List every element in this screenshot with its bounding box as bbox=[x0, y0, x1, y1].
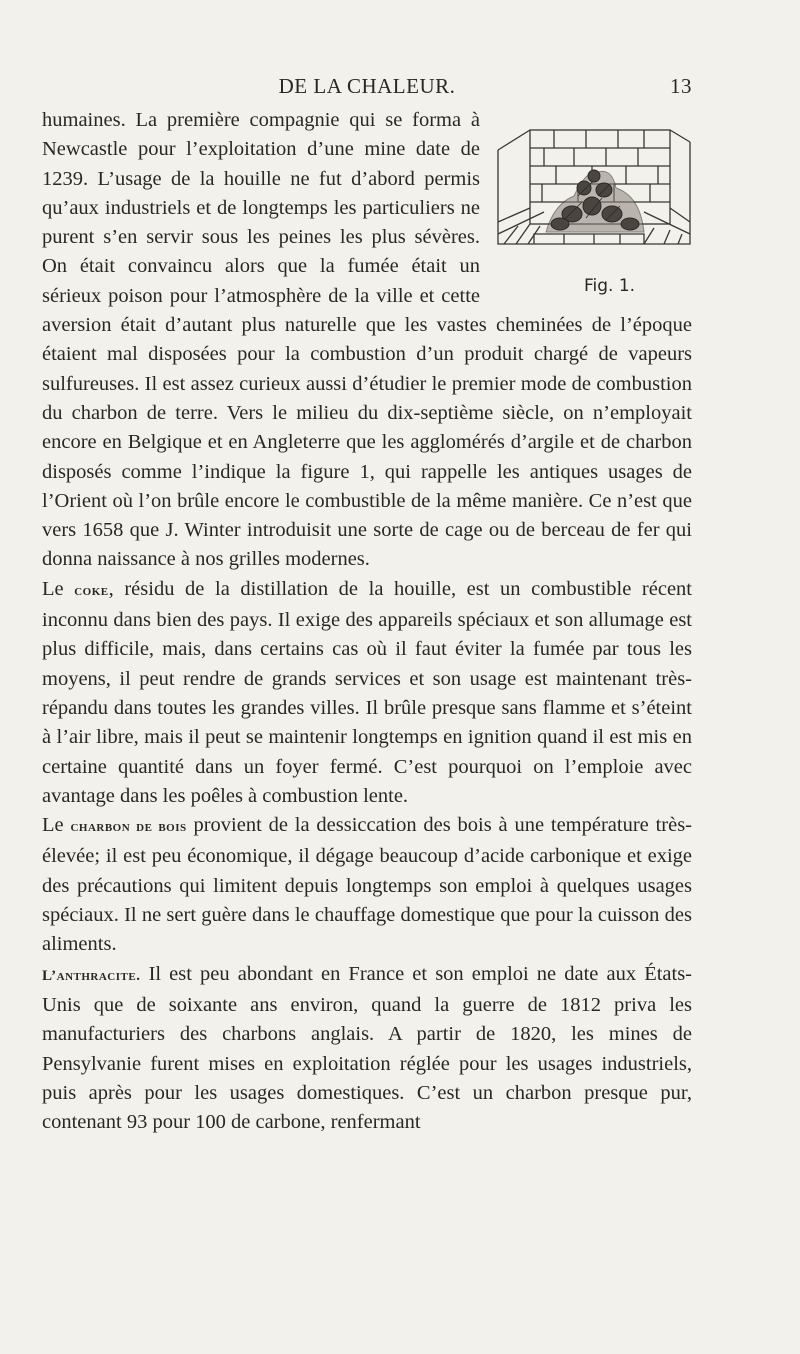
charbon-lead: Le bbox=[42, 814, 64, 837]
paragraph-4-text: Il est peu abondant en France et son emploi ne date aux États-Unis que de soixante ans environ, quand la guerre de 1812 priva les manufacturiers des charbons anglais. A partir de 1820, les mines de Pensylvanie furent mises en exploitation réglée pour les usages industriels, puis après pour les usages domestiques. C’est un charbon presque pur, contenant 93 pour 100 de carbone, renfermant bbox=[42, 962, 693, 1134]
page-number: 13 bbox=[670, 74, 692, 98]
coke-lead: Le bbox=[42, 577, 64, 600]
figure-caption: Fig. 1. bbox=[584, 276, 636, 296]
term-coke: coke bbox=[74, 582, 109, 599]
term-charbon-de-bois: charbon de bois bbox=[70, 819, 187, 836]
term-anthracite: L’anthracite. bbox=[42, 967, 141, 984]
running-header bbox=[42, 74, 692, 104]
body-text bbox=[42, 106, 692, 1137]
paragraph-newcastle bbox=[42, 106, 692, 575]
paragraph-1-text: humaines. La première compagnie qui se forma à Newcastle pour l’exploitation d’une mine date de 1239. L’usage de la houille ne fut d’abord permis qu’aux industriels et de longtemps les particuliers ne purent s’en servir sous les peines les plus sévères. On était convaincu alors que la fumée était un sérieux poison pour l’atmosphère de la ville et cette aversion était d’autant plus naturelle que les vastes cheminées de l’époque étaient mal disposées pour la combustion d’un produit chargé de vapeurs sulfureuses. Il est assez curieux aussi d’étudier le premier mode de combustion du charbon de terre. Vers le milieu du dix-septième siècle, on n’employait encore en Belgique et en Angleterre que les agglomérés d’argile et de charbon disposés comme l’indique la figure 1, qui rappelle les antiques usages de l’Orient où l’on brûle encore le combustible de la même manière. Ce n’est que vers 1658 que J. Winter introduisit une sorte de cage ou de berceau de fer qui donna naissance à nos grilles modernes. bbox=[42, 109, 692, 571]
paragraph-3-text: provient de la dessiccation des bois à une température très-élevée; il est peu économique, il dégage beaucoup d’acide carbonique et exige des précautions qui limitent depuis longtemps son emploi à quelques usages spéciaux. Il ne sert guère dans le chauffage domestique que pour la cuisson des aliments. bbox=[42, 814, 693, 956]
running-title: DE LA CHALEUR. bbox=[278, 74, 456, 98]
figure-1 bbox=[494, 110, 692, 306]
paragraph-anthracite bbox=[42, 960, 692, 1138]
paragraph-charbon-de-bois bbox=[42, 811, 692, 959]
paragraph-2-text: , résidu de la distillation de la houille, est un combustible récent inconnu dans bien des pays. Il exige des appareils spéciaux et son allumage est plus difficile, mais, dans certains cas où il faut éviter la fumée par tous les moyens, il peut rendre de grands services et son usage est maintenant très-répandu dans toutes les grandes villes. Il brûle presque sans flamme et s’éteint à l’air libre, mais il peut se maintenir longtemps en ignition quand il est mis en certaine quantité dans un foyer fermé. C’est pourquoi on l’emploie avec avantage dans les poêles à combustion lente. bbox=[42, 577, 693, 807]
paragraph-coke bbox=[42, 575, 692, 811]
